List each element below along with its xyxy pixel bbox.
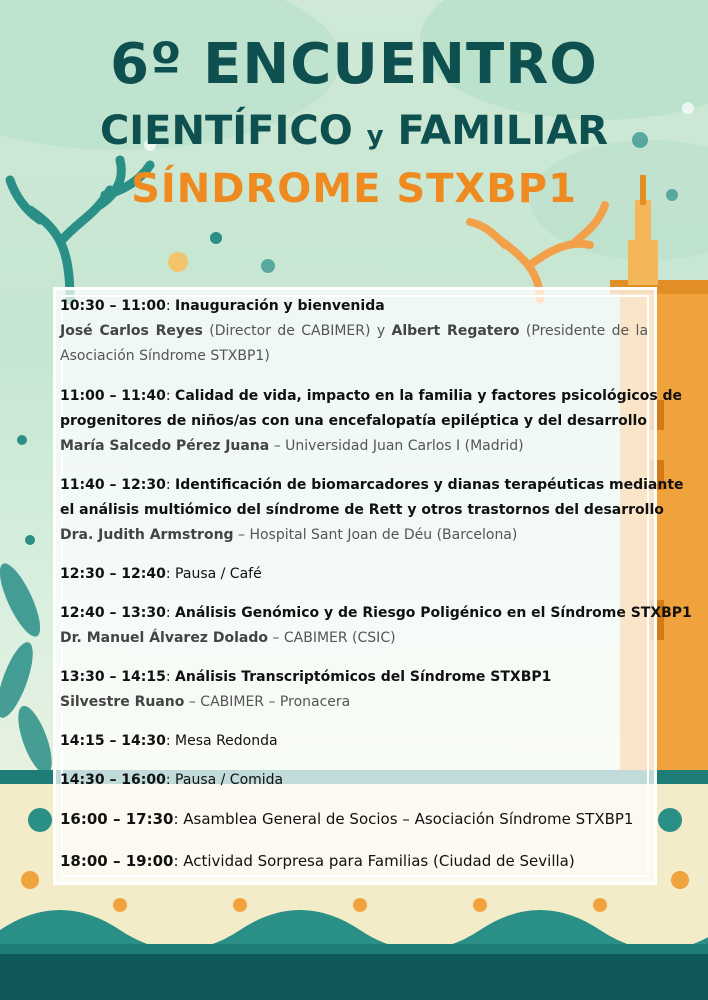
agenda-time: 13:30 – 14:15: [60, 669, 166, 685]
agenda-time: 12:30 – 12:40: [60, 566, 166, 582]
agenda-time: 12:40 – 13:30: [60, 605, 166, 621]
title-word-cientifico: CIENTÍFICO: [99, 108, 353, 154]
title-line-3: SÍNDROME STXBP1: [131, 166, 577, 212]
agenda-title: Pausa / Comida: [175, 772, 284, 788]
agenda-time: 11:40 – 12:30: [60, 477, 166, 493]
agenda-time: 10:30 – 11:00: [60, 298, 166, 314]
title-line-2: [0, 108, 708, 154]
speaker-affiliation: (Director de CABIMER) y: [209, 323, 386, 339]
agenda-time: 11:00 – 11:40: [60, 388, 166, 404]
title-word-y: y: [366, 121, 384, 151]
agenda-item-6: 13:30 – 14:15: Análisis Transcriptómicos del Síndrome STXBP1 Silvestre Ruano – CABIMER – Pronacera: [60, 669, 552, 710]
agenda-title: Identificación de biomarcadores y dianas terapéuticas mediante: [175, 477, 684, 493]
agenda-item-5: 12:40 – 13:30: Análisis Genómico y de Riesgo Poligénico en el Síndrome STXBP1 Dr. Manuel Álvarez Dolado – CABIMER (CSIC): [60, 605, 692, 646]
agenda-item-7: 14:15 – 14:30: Mesa Redonda: [60, 733, 278, 749]
speaker-name: Dra. Judith Armstrong: [60, 527, 234, 543]
agenda-item-4: 12:30 – 12:40: Pausa / Café: [60, 566, 262, 582]
agenda-title: Calidad de vida, impacto en la familia y factores psicológicos de: [175, 388, 683, 404]
agenda-item-1: 10:30 – 11:00: Inauguración y bienvenida José Carlos Reyes (Director de CABIMER) y Albert Regatero (Presidente de la Asociación Síndrome STXBP1): [60, 294, 648, 369]
title-word-familiar: FAMILIAR: [397, 108, 609, 154]
agenda-title-cont: progenitores de niños/as con una encefalopatía epiléptica y del desarrollo: [60, 413, 647, 429]
agenda-item-10: 18:00 – 19:00: Actividad Sorpresa para Familias (Ciudad de Sevilla): [60, 852, 575, 870]
agenda-item-3: 11:40 – 12:30: Identificación de biomarcadores y dianas terapéuticas mediante el análisis multiómico del síndrome de Rett y otros trastornos del desarrollo Dra. Judith Armstrong – Hospital Sant Joan de Déu (Barcelona): [60, 477, 684, 543]
speaker-affiliation: – Hospital Sant Joan de Déu (Barcelona): [238, 527, 518, 543]
speaker-affiliation: Asociación Síndrome STXBP1): [60, 348, 270, 364]
agenda-item-2: 11:00 – 11:40: Calidad de vida, impacto en la familia y factores psicológicos de progenitores de niños/as con una encefalopatía epiléptica y del desarrollo María Salcedo Pérez Juana – Universidad Juan Carlos I (Madrid): [60, 388, 683, 454]
agenda-title: Análisis Transcriptómicos del Síndrome STXBP1: [175, 669, 552, 685]
speaker-affiliation: – CABIMER – Pronacera: [188, 694, 351, 710]
agenda-title-cont: el análisis multiómico del síndrome de Rett y otros trastornos del desarrollo: [60, 502, 664, 518]
speaker-name: Dr. Manuel Álvarez Dolado: [60, 630, 268, 646]
agenda-title: Mesa Redonda: [175, 733, 278, 749]
agenda-time: 14:30 – 16:00: [60, 772, 166, 788]
agenda-item-9: 16:00 – 17:30: Asamblea General de Socios – Asociación Síndrome STXBP1: [60, 810, 634, 828]
speaker-name: Albert Regatero: [391, 323, 520, 339]
agenda-time: 14:15 – 14:30: [60, 733, 166, 749]
agenda-item-8: 14:30 – 16:00: Pausa / Comida: [60, 772, 284, 788]
speaker-affiliation: – Universidad Juan Carlos I (Madrid): [273, 438, 524, 454]
agenda-time: 18:00 – 19:00: [60, 852, 174, 870]
title-line-1: 6º ENCUENTRO: [110, 32, 598, 97]
agenda-title: Análisis Genómico y de Riesgo Poligénico en el Síndrome STXBP1: [175, 605, 692, 621]
speaker-name: María Salcedo Pérez Juana: [60, 438, 270, 454]
speaker-affiliation: – CABIMER (CSIC): [272, 630, 396, 646]
agenda-title: Asamblea General de Socios – Asociación Síndrome STXBP1: [183, 810, 634, 828]
agenda-title: Pausa / Café: [175, 566, 262, 582]
leaves-left-icon: [0, 559, 59, 778]
speaker-name: Silvestre Ruano: [60, 694, 185, 710]
agenda-title: Actividad Sorpresa para Familias (Ciudad de Sevilla): [183, 852, 575, 870]
agenda-title: Inauguración y bienvenida: [175, 298, 385, 314]
speaker-affiliation: (Presidente de la: [525, 323, 649, 339]
speaker-name: José Carlos Reyes: [60, 323, 203, 339]
agenda-time: 16:00 – 17:30: [60, 810, 174, 828]
